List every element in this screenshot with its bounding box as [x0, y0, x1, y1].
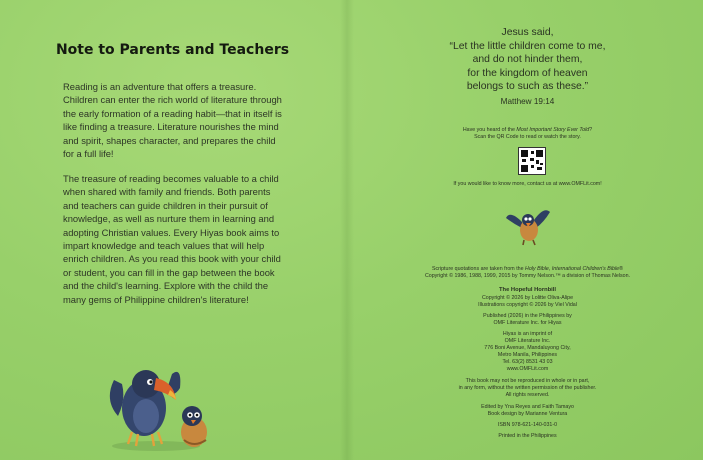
published-line-2: OMF Literature Inc. for Hiyas	[493, 320, 562, 326]
hornbill-illustration	[100, 360, 215, 452]
note-paragraph-2: The treasure of reading becomes valuable to a child when shared with family and friends. Both parents and teachers can guide children in their pursuit of knowledge, as well as nurture them in learning and adopting Christian values. Every Hiyas book aims to impart knowledge and teach values that will help enrich children. As you read this book with your child or student, you can fill in the gap between the book and the child's learning. Explore with the child the many gems of Philippine children's literature!	[63, 173, 281, 305]
quote-line: belongs to such as these.”	[466, 81, 589, 93]
left-page	[0, 0, 345, 460]
quote-line: “Let the little children come to me,	[449, 40, 606, 52]
imprint-line-4: Metro Manila, Philippines	[497, 352, 558, 358]
quote-reference: Matthew 19:14	[500, 97, 555, 106]
right-page	[352, 0, 703, 460]
published-line-1: Published (2026) in the Philippines by	[483, 313, 572, 319]
imprint-line-5: Tel. 63(2) 8531 43 03	[502, 359, 553, 365]
contact-line: If you would like to know more, contact us at www.OMFLit.com!	[453, 181, 602, 187]
imprint-website: www.OMFLit.com	[506, 366, 549, 372]
rights-line-1: This book may not be reproduced in whole or in part,	[465, 378, 590, 384]
flying-bird-illustration	[504, 206, 554, 248]
imprint-line-1: Hiyas is an imprint of	[502, 331, 553, 337]
quote-line: for the kingdom of heaven	[467, 67, 588, 79]
quote-intro: Jesus said,	[501, 27, 554, 38]
printed-in: Printed in the Philippines	[498, 433, 557, 439]
scripture-copyright: Copyright © 1986, 1988, 1999, 2015 by Tommy Nelson.™ a division of Thomas Nelson.	[424, 273, 631, 279]
copyright-illustrations: Illustrations copyright © 2026 by Viel Vidal	[478, 302, 577, 308]
design-by: Book design by Marianne Ventura	[487, 411, 568, 417]
qr-code[interactable]	[518, 147, 546, 175]
copyright-text: Copyright © 2026 by Lolitte Oliva-Alipe	[481, 295, 574, 301]
isbn: ISBN 978-621-140-031-0	[497, 422, 558, 428]
page-title: Note to Parents and Teachers	[55, 42, 290, 58]
rights-line-3: All rights reserved.	[505, 392, 550, 398]
quote-line: and do not hinder them,	[472, 54, 583, 66]
edited-by: Edited by Yna Reyes and Faith Tamayo	[481, 404, 574, 410]
scripture-note: Scripture quotations are taken from the Holy Bible, International Children's Bible®	[431, 266, 623, 272]
imprint-line-3: 776 Boni Avenue, Mandaluyong City,	[484, 345, 571, 351]
book-title: The Hopeful Hornbill	[499, 287, 556, 293]
rights-line-2: in any form, without the written permission of the publisher.	[458, 385, 597, 391]
note-paragraph-1: Reading is an adventure that offers a treasure. Children can enter the rich world of literature through the early formation of a reading habit—that in itself is like finding a treasure. Literature nourishes the mind and spirit, shapes character, and prepares the child for a full life!	[63, 81, 282, 160]
qr-instruction: Scan the QR Code to read or watch the story.	[474, 134, 581, 140]
bible-quote	[352, 26, 703, 94]
imprint-line-2: OMF Literature Inc.	[504, 338, 551, 344]
story-question: Have you heard of the Most Important Story Ever Told?	[462, 127, 593, 133]
